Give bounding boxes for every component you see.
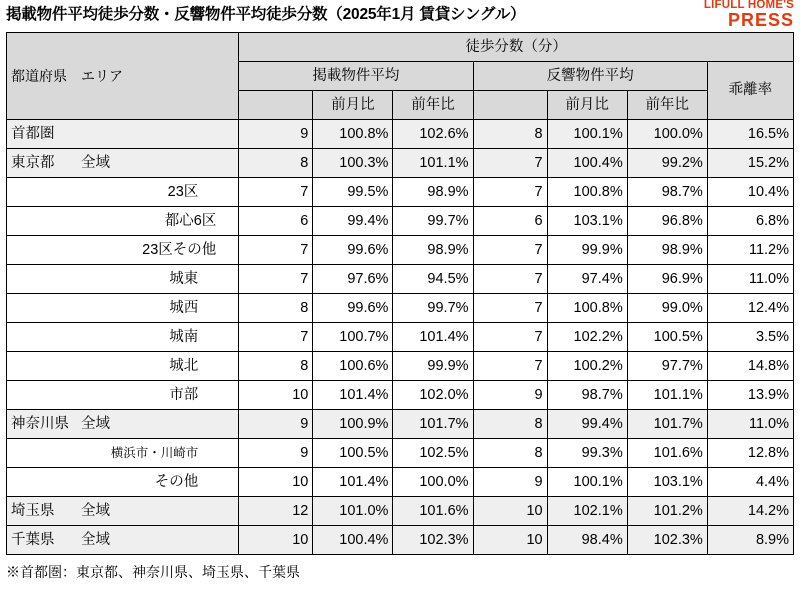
cell-response-mom: 100.1% bbox=[547, 468, 627, 497]
cell-posted-value: 7 bbox=[239, 236, 313, 265]
cell-response-yoy: 101.6% bbox=[627, 439, 707, 468]
header-group-gap: 乖離率 bbox=[707, 62, 793, 120]
row-prefecture: 神奈川県 bbox=[11, 415, 69, 432]
cell-response-mom: 100.8% bbox=[547, 178, 627, 207]
cell-response-yoy: 101.2% bbox=[627, 497, 707, 526]
table-row bbox=[7, 439, 794, 468]
cell-gap-rate: 16.5% bbox=[707, 120, 793, 149]
row-prefecture: 首都圏 bbox=[11, 125, 55, 142]
footnote: ※首都圏：東京都、神奈川県、埼玉県、千葉県 bbox=[6, 564, 300, 580]
cell-posted-mom: 99.6% bbox=[313, 294, 393, 323]
row-area: 市部 bbox=[169, 386, 199, 403]
cell-gap-rate: 11.2% bbox=[707, 236, 793, 265]
cell-response-mom: 99.3% bbox=[547, 439, 627, 468]
cell-posted-mom: 100.9% bbox=[313, 410, 393, 439]
brand-logo-top: LIFULL HOME'S bbox=[703, 0, 794, 11]
table-row bbox=[7, 352, 794, 381]
row-area: その他 bbox=[154, 473, 199, 490]
cell-response-mom: 98.4% bbox=[547, 526, 627, 555]
cell-response-mom: 102.1% bbox=[547, 497, 627, 526]
cell-response-value: 9 bbox=[473, 381, 547, 410]
cell-posted-value: 10 bbox=[239, 381, 313, 410]
cell-gap-rate: 12.8% bbox=[707, 439, 793, 468]
row-area: 全域 bbox=[81, 154, 110, 171]
brand-logo bbox=[704, 0, 794, 29]
cell-posted-value: 12 bbox=[239, 497, 313, 526]
cell-response-yoy: 100.5% bbox=[627, 323, 707, 352]
brand-logo-bottom: PRESS bbox=[727, 9, 794, 30]
cell-posted-mom: 99.5% bbox=[313, 178, 393, 207]
header-response-value bbox=[473, 91, 547, 120]
cell-response-value: 7 bbox=[473, 178, 547, 207]
cell-posted-mom: 100.3% bbox=[313, 149, 393, 178]
cell-response-mom: 97.4% bbox=[547, 265, 627, 294]
cell-response-yoy: 96.9% bbox=[627, 265, 707, 294]
row-area: 全域 bbox=[81, 531, 110, 548]
row-area: 全域 bbox=[81, 502, 110, 519]
cell-response-mom: 98.7% bbox=[547, 381, 627, 410]
cell-posted-mom: 99.4% bbox=[313, 207, 393, 236]
cell-posted-mom: 97.6% bbox=[313, 265, 393, 294]
cell-response-value: 7 bbox=[473, 265, 547, 294]
cell-posted-value: 8 bbox=[239, 352, 313, 381]
cell-posted-mom: 100.8% bbox=[313, 120, 393, 149]
cell-response-yoy: 102.3% bbox=[627, 526, 707, 555]
cell-posted-mom: 101.4% bbox=[313, 381, 393, 410]
table-row bbox=[7, 178, 794, 207]
header-response-yoy: 前年比 bbox=[627, 91, 707, 120]
row-area: 全域 bbox=[81, 415, 110, 432]
cell-response-yoy: 96.8% bbox=[627, 207, 707, 236]
row-prefecture: 埼玉県 bbox=[11, 502, 55, 519]
row-area: 城南 bbox=[169, 328, 199, 345]
table-row bbox=[7, 526, 794, 555]
cell-response-value: 6 bbox=[473, 207, 547, 236]
cell-response-value: 10 bbox=[473, 526, 547, 555]
row-area: 城東 bbox=[169, 270, 199, 287]
cell-posted-value: 7 bbox=[239, 178, 313, 207]
cell-gap-rate: 12.4% bbox=[707, 294, 793, 323]
cell-posted-yoy: 102.5% bbox=[393, 439, 473, 468]
table-row bbox=[7, 120, 794, 149]
cell-posted-value: 7 bbox=[239, 265, 313, 294]
header-posted-mom: 前月比 bbox=[313, 91, 393, 120]
cell-posted-value: 10 bbox=[239, 468, 313, 497]
cell-posted-mom: 101.0% bbox=[313, 497, 393, 526]
cell-posted-yoy: 101.1% bbox=[393, 149, 473, 178]
cell-posted-yoy: 102.0% bbox=[393, 381, 473, 410]
cell-response-value: 8 bbox=[473, 439, 547, 468]
cell-response-yoy: 98.7% bbox=[627, 178, 707, 207]
table-body bbox=[7, 120, 794, 555]
cell-response-value: 8 bbox=[473, 410, 547, 439]
cell-response-value: 9 bbox=[473, 468, 547, 497]
cell-posted-value: 7 bbox=[239, 323, 313, 352]
cell-posted-mom: 101.4% bbox=[313, 468, 393, 497]
cell-response-yoy: 100.0% bbox=[627, 120, 707, 149]
cell-response-yoy: 98.9% bbox=[627, 236, 707, 265]
cell-gap-rate: 6.8% bbox=[707, 207, 793, 236]
walk-minutes-table bbox=[6, 32, 794, 555]
cell-response-mom: 99.4% bbox=[547, 410, 627, 439]
table-row bbox=[7, 236, 794, 265]
row-area: 23区 bbox=[167, 183, 199, 200]
cell-gap-rate: 11.0% bbox=[707, 410, 793, 439]
cell-posted-value: 10 bbox=[239, 526, 313, 555]
row-area: 横浜市・川崎市 bbox=[110, 445, 199, 460]
cell-response-yoy: 103.1% bbox=[627, 468, 707, 497]
row-label bbox=[7, 439, 239, 468]
table-row bbox=[7, 468, 794, 497]
header-response-mom: 前月比 bbox=[547, 91, 627, 120]
cell-response-value: 7 bbox=[473, 323, 547, 352]
cell-posted-yoy: 99.9% bbox=[393, 352, 473, 381]
cell-posted-yoy: 101.4% bbox=[393, 323, 473, 352]
row-label bbox=[7, 294, 239, 323]
header-posted-value bbox=[239, 91, 313, 120]
row-label bbox=[7, 149, 239, 178]
cell-response-mom: 99.9% bbox=[547, 236, 627, 265]
cell-response-value: 7 bbox=[473, 236, 547, 265]
header-group-main: 徒歩分数（分） bbox=[239, 33, 794, 62]
cell-posted-yoy: 102.3% bbox=[393, 526, 473, 555]
cell-response-mom: 100.8% bbox=[547, 294, 627, 323]
header-group-posted: 掲載物件平均 bbox=[239, 62, 473, 91]
cell-response-yoy: 97.7% bbox=[627, 352, 707, 381]
document-header bbox=[0, 0, 800, 30]
header-group-response: 反響物件平均 bbox=[473, 62, 707, 91]
row-label bbox=[7, 497, 239, 526]
cell-response-mom: 103.1% bbox=[547, 207, 627, 236]
cell-posted-yoy: 102.6% bbox=[393, 120, 473, 149]
cell-gap-rate: 3.5% bbox=[707, 323, 793, 352]
cell-gap-rate: 11.0% bbox=[707, 265, 793, 294]
cell-posted-value: 9 bbox=[239, 439, 313, 468]
cell-response-yoy: 99.2% bbox=[627, 149, 707, 178]
cell-posted-value: 6 bbox=[239, 207, 313, 236]
cell-response-yoy: 101.1% bbox=[627, 381, 707, 410]
cell-posted-value: 8 bbox=[239, 294, 313, 323]
cell-posted-yoy: 98.9% bbox=[393, 178, 473, 207]
cell-response-yoy: 99.0% bbox=[627, 294, 707, 323]
cell-posted-mom: 100.7% bbox=[313, 323, 393, 352]
cell-gap-rate: 15.2% bbox=[707, 149, 793, 178]
row-area: 城西 bbox=[169, 299, 199, 316]
cell-posted-value: 9 bbox=[239, 120, 313, 149]
table-row bbox=[7, 381, 794, 410]
cell-posted-yoy: 101.6% bbox=[393, 497, 473, 526]
cell-response-mom: 100.1% bbox=[547, 120, 627, 149]
cell-response-value: 7 bbox=[473, 352, 547, 381]
row-label bbox=[7, 236, 239, 265]
cell-posted-mom: 100.5% bbox=[313, 439, 393, 468]
cell-gap-rate: 8.9% bbox=[707, 526, 793, 555]
table-row bbox=[7, 294, 794, 323]
row-label bbox=[7, 526, 239, 555]
cell-posted-yoy: 99.7% bbox=[393, 207, 473, 236]
cell-response-mom: 102.2% bbox=[547, 323, 627, 352]
cell-response-mom: 100.4% bbox=[547, 149, 627, 178]
row-area: 都心6区 bbox=[164, 212, 217, 229]
cell-response-mom: 100.2% bbox=[547, 352, 627, 381]
table-row bbox=[7, 410, 794, 439]
header-posted-yoy: 前年比 bbox=[393, 91, 473, 120]
cell-gap-rate: 13.9% bbox=[707, 381, 793, 410]
cell-response-value: 8 bbox=[473, 120, 547, 149]
row-area: 23区その他 bbox=[142, 241, 217, 258]
cell-posted-yoy: 98.9% bbox=[393, 236, 473, 265]
row-label bbox=[7, 468, 239, 497]
row-label bbox=[7, 323, 239, 352]
row-label bbox=[7, 381, 239, 410]
cell-posted-value: 9 bbox=[239, 410, 313, 439]
table-row bbox=[7, 265, 794, 294]
cell-posted-yoy: 99.7% bbox=[393, 294, 473, 323]
table-row bbox=[7, 207, 794, 236]
row-label bbox=[7, 352, 239, 381]
cell-posted-value: 8 bbox=[239, 149, 313, 178]
cell-response-value: 7 bbox=[473, 149, 547, 178]
cell-posted-yoy: 94.5% bbox=[393, 265, 473, 294]
cell-posted-mom: 99.6% bbox=[313, 236, 393, 265]
cell-gap-rate: 10.4% bbox=[707, 178, 793, 207]
table-header bbox=[7, 33, 794, 120]
row-prefecture: 千葉県 bbox=[11, 531, 55, 548]
table-row bbox=[7, 149, 794, 178]
cell-posted-yoy: 100.0% bbox=[393, 468, 473, 497]
row-label bbox=[7, 265, 239, 294]
cell-posted-mom: 100.4% bbox=[313, 526, 393, 555]
row-area: 城北 bbox=[169, 357, 199, 374]
cell-gap-rate: 14.8% bbox=[707, 352, 793, 381]
cell-gap-rate: 4.4% bbox=[707, 468, 793, 497]
header-region: 都道府県 エリア bbox=[7, 33, 239, 120]
header-row-1 bbox=[7, 33, 794, 62]
row-label bbox=[7, 207, 239, 236]
page-title: 掲載物件平均徒歩分数・反響物件平均徒歩分数（2025年1月 賃貸シングル） bbox=[6, 6, 526, 23]
row-label bbox=[7, 410, 239, 439]
row-label bbox=[7, 120, 239, 149]
cell-gap-rate: 14.2% bbox=[707, 497, 793, 526]
row-label bbox=[7, 178, 239, 207]
cell-response-value: 10 bbox=[473, 497, 547, 526]
cell-response-yoy: 101.7% bbox=[627, 410, 707, 439]
cell-posted-mom: 100.6% bbox=[313, 352, 393, 381]
row-prefecture: 東京都 bbox=[11, 154, 55, 171]
table-row bbox=[7, 497, 794, 526]
table-row bbox=[7, 323, 794, 352]
cell-posted-yoy: 101.7% bbox=[393, 410, 473, 439]
cell-response-value: 7 bbox=[473, 294, 547, 323]
